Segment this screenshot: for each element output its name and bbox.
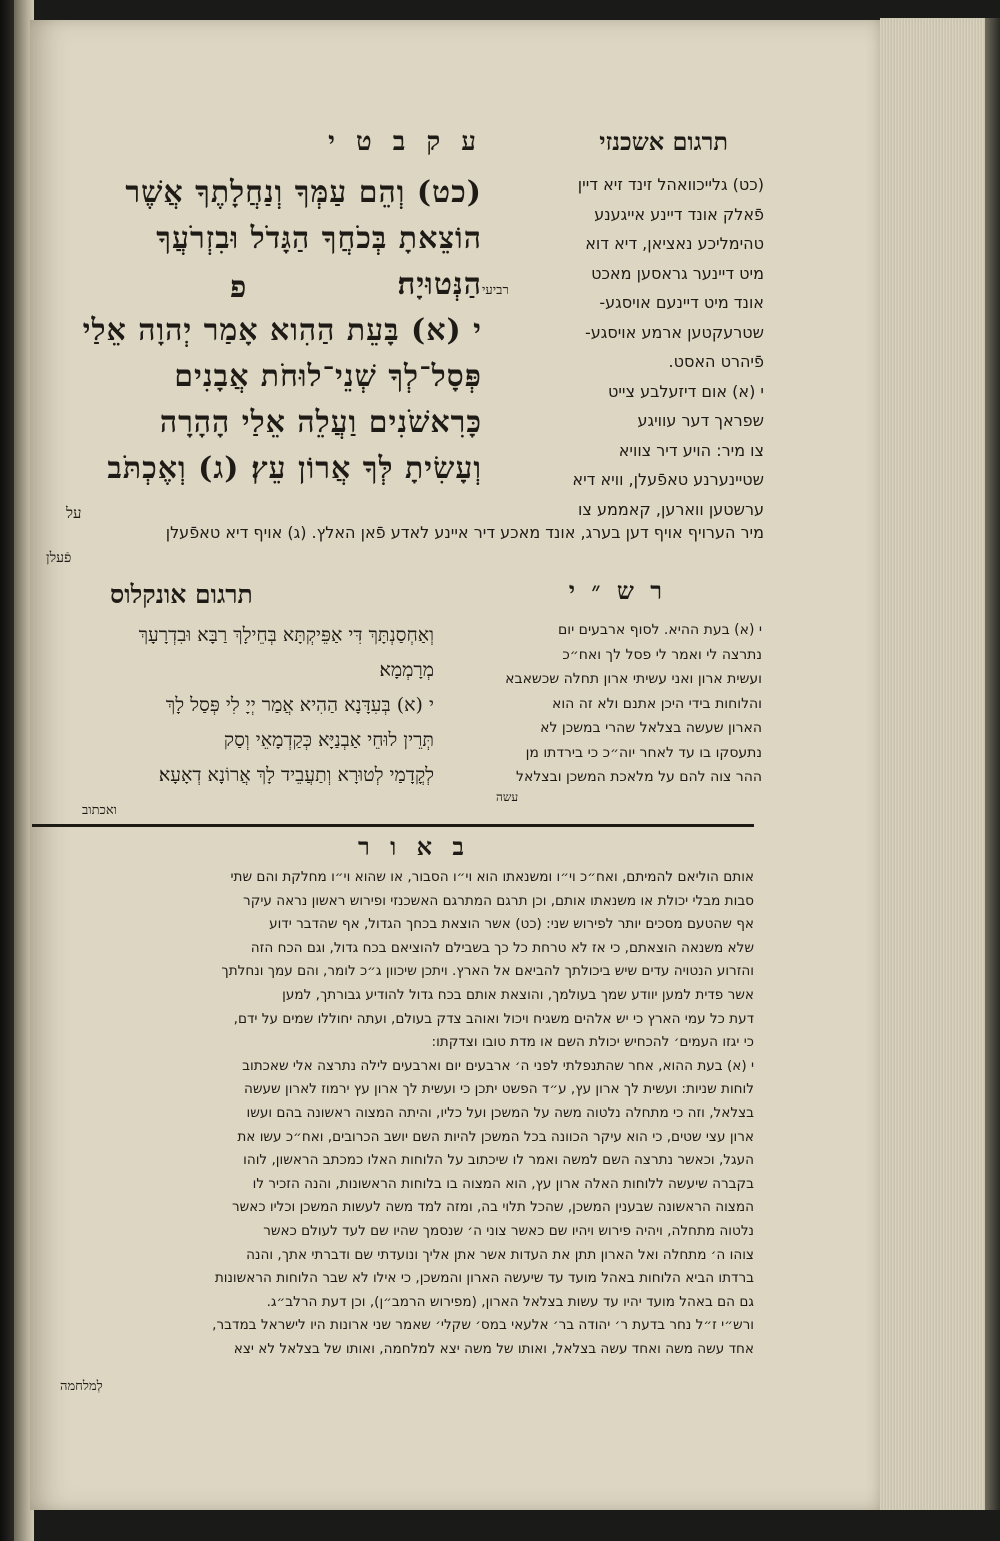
biur-text-line: אותם הוליאם להמיתם, ואח״כ וי״ו ומשנאתו הוא וי״ו הסבור, או שהוא וי״ו מחלקת והם שתי: [230, 869, 754, 885]
german-text-line: ערשטען ווארען, קאממע צו: [578, 499, 764, 519]
main-text-line: י (א) בָּעֵת הַהִוא אָמַר יְהוָה אֵלַי: [82, 313, 482, 348]
onkelos-text-line: מְרָמְמָא׃: [379, 659, 434, 681]
biur-title: ב א ו ר: [358, 832, 470, 861]
catchword-onkelos: ואכתוב: [82, 803, 118, 818]
rashi-column: [446, 618, 762, 818]
book-cover-right: [985, 18, 1000, 1510]
onkelos-title: תרגום אונקלוס: [110, 580, 253, 609]
catchword-top: על: [66, 504, 82, 522]
german-text-line: אונד מיט דיינעם אויסגע-: [599, 293, 764, 312]
biur-text-line: בקברה שיעשה ללוחות האלה ארון עץ, הוא המצוה בו בלוחות הראשונות, והנה הזכיר לו: [252, 1175, 754, 1192]
german-text-line: טהימליכע נאציאן, דיא דוא: [585, 234, 764, 253]
main-text-line: (כט) וְהֵם עַמְּךָ וְנַחֲלָתֶךָ אֲשֶׁר: [125, 175, 482, 210]
rashi-text-line: נתעסקו בו עד לאחר יוה״כ כי בירדתו מן: [525, 744, 762, 761]
rashi-text-line: נתרצה לי ואמר לי פסל לך ואח״כ: [562, 646, 762, 663]
german-translation-title: תרגום אשכנזי: [599, 127, 728, 156]
biur-text-line: גם הם באהל מועד יהיו עד עשות בצלאל הארון, (מפירוש הרמב״ן), וכן דעת הרלב״ג.: [266, 1293, 754, 1310]
parsha-header: ע ק ב ט י: [328, 127, 482, 157]
german-text-line: (כט) גלייכוואהל זינד זיא דיין: [577, 175, 764, 194]
biur-text-line: אשר פדית למען יוודע שמך בעולמך, והוצאת אותם בכח גדול להודיע גבורתך, למען: [282, 987, 754, 1003]
german-text-line: מיט דיינער גראסען מאכט: [591, 263, 764, 283]
section-divider: [32, 824, 754, 827]
rashi-text-line: י (א) בעת ההיא. לסוף ארבעים יום: [558, 622, 762, 638]
german-text-line: שטרעקטען ארמע אויסגע-: [584, 322, 764, 342]
biur-text-line: סבות מבלי יכולת או משנאתו אותם, וכן תרגם המתרגם האשכנזי ופירוש ראשון נראה עיקר: [243, 892, 754, 909]
onkelos-text-line: וְאַחְסַנְתָּךְ דִּי אַפֵּיקְתָּא בְּחֵילָךְ רַבָּא וּבִדְרָעָךְ: [138, 624, 434, 646]
book-cover-edge: [0, 0, 14, 1541]
biur-text-line: ארון עצי שטים, כי הוא עיקר הכוונה בכל המשכן להיות השם יושב הכרובים, ואח״כ עשו את: [237, 1128, 754, 1145]
biur-column: [32, 866, 754, 1386]
biur-text-line: ברדתו הביא הלוחות באהל מועד עד שיעשה הארון והמשכן, כי אילו לא שבר הלוחות הראשונות: [214, 1270, 754, 1287]
book-page: [30, 20, 880, 1510]
biur-text-line: לוחות שניות: ועשית לך ארון עץ, ע״ד הפשט יתכן כי ועשית לך ארון עץ ירמוז לארון שעשה: [244, 1081, 754, 1098]
onkelos-text-line: י (א) בְּעִדָּנָא הַהִיא אֲמַר יְיָ לִי פְּסַל לָךְ: [165, 694, 434, 716]
main-text-line: פְּסָל־לְךָ שְׁנֵי־לוּחֹת אֲבָנִים: [174, 359, 482, 394]
main-text-line: הַנְּטוּיָה׃: [397, 267, 482, 302]
onkelos-text-line: לְקֳדָמַי לְטוּרָא וְתַעֲבֵיד לָךְ אֲרוֹנָא דְאָעָא׃: [158, 764, 434, 786]
german-text-line: פֿיהרט האסט.: [668, 352, 764, 371]
biur-text-line: העגל, וכאשר נתרצה השם למשה ואמר לו שיכתוב על הלוחות האלו כמכתב הראשון, לוהו: [243, 1152, 754, 1169]
main-text-line: וְעָשִׂיתָ לְּךָ אֲרוֹן עֵץ׃ (ג) וְאֶכְתֹּב: [107, 451, 482, 486]
rashi-text-line: ועשית ארון ואני עשיתי ארון תחלה שכשאבא: [505, 671, 762, 687]
biur-text-line: י (א) בעת ההוא, אחר שהתנפלתי לפני ה׳ ארבעים יום וארבעים לילה נתרצה אלי שאכתוב: [242, 1057, 754, 1074]
biur-text-line: דעת כל עמי הארץ כי יש אלהים משגיח ויכול ואוהב צדק בעולם, ועתה יחוללו שמים על ידם,: [233, 1010, 754, 1027]
biur-text-line: ורש״י ז״ל נחר בדעת ר׳ יהודה בר׳ אלעאי במס׳ שקלי׳ שאמר שני ארונות היו לישראל במדבר,: [212, 1317, 754, 1334]
main-text-column: [34, 170, 482, 530]
german-text-line: שטיינערנע טאפֿעלן, וויא דיא: [572, 470, 764, 489]
german-translation-column: [516, 170, 764, 530]
german-text-line: פֿאלק אונד דיינע אייגענע: [594, 204, 764, 224]
german-wide-line: מיר הערויף אויף דען בערג, אונד מאכע דיר איינע לאדע פֿאן האלץ. (ג) אויף דיא טאפֿעלן: [165, 523, 764, 542]
catchword-bottom: לְמלחמה: [60, 1379, 103, 1394]
rashi-title: ר ש ״ י: [568, 576, 666, 605]
biur-text-line: כי יגזו העמים׳ להכחיש יכולת השם או מדת טובו וצדקתו:: [431, 1034, 754, 1051]
onkelos-column: [32, 618, 434, 818]
aliyah-marker: רביעי: [482, 283, 509, 298]
german-text-line: צו מיר: הויע דיר צוויא: [618, 440, 764, 460]
biur-text-line: שלא משנאה הוצאתם, כי אז לא טרחת כל כך בשבילם להוציאם בכח גדול, וגם הכח הזה: [250, 939, 754, 956]
rashi-text-line: ההר צוה להם על מלאכת המשכן ובצלאל: [516, 769, 762, 785]
biur-text-line: והזרוע הנטויה עדים שיש ביכולתך להביאם אל הארץ. ויתכן שיכוון ג״כ לומר, והם עמך ונחלתך: [221, 963, 754, 980]
rashi-text-line: הארון שעשה בצלאל שהרי במשכן לא: [540, 720, 762, 736]
biur-text-line: אף שהטעם מסכים יותר לפירוש שני: (כט) אשר הוצאת בכחך הגדול, אף שהדבר ידוע: [269, 916, 754, 933]
page-stack-edges: [880, 18, 998, 1510]
biur-text-line: צוהו ה׳ מתחלה ואל הארון תתן את העדות אשר אתן אליך ונועדתי שם ודברתי אתך, והנה: [246, 1246, 754, 1263]
german-text-line: י (א) אום דיזעלבע צייט: [607, 381, 764, 401]
main-text-line: כָּרִאשֹׁנִים וַעֲלֵה אֵלַי הָהָרָה: [159, 405, 482, 440]
biur-text-line: נלטוה מתחלה, ויהיה פירוש ויהיו שם כאשר צוני ה׳ שנסמך שהיו שם לעד לעולם כאשר: [263, 1223, 754, 1239]
main-text-line: הוֹצֵאתָ בְּכֹחֲךָ הַגָּדֹל וּבִזְרֹעֲךָ: [156, 221, 482, 256]
biur-text-line: בצלאל, וזה כי מתחלה נלטוה משה על המשכן ועל כליו, והיתה המצוה ראשונה בהם ועשו: [246, 1105, 754, 1121]
rashi-text-line: והלוחות בידי היכן אתנם ולא זה הוא: [552, 695, 762, 712]
petucha-marker: פ: [230, 270, 248, 305]
onkelos-text-line: תְּרֵין לוּחֵי אַבְנַיָּא כְּקַדְמָאֵי וְסַק: [223, 729, 434, 751]
catchword-german: פֿעלן: [46, 550, 72, 566]
biur-text-line: אחד עשה משה ואחד עשה בצלאל, ואותו של משה יצא למלחמה, ואותו של בצלאל לא יצא: [233, 1341, 754, 1357]
biur-text-line: המצוה הראשונה שבענין המשכן, שהכל תלוי בה, ומזה למד משה לעשות המשכן וכליו כאשר: [231, 1199, 754, 1216]
german-text-line: שפראך דער עוויגע: [637, 411, 764, 430]
catchword-rashi: עשה: [496, 790, 519, 804]
